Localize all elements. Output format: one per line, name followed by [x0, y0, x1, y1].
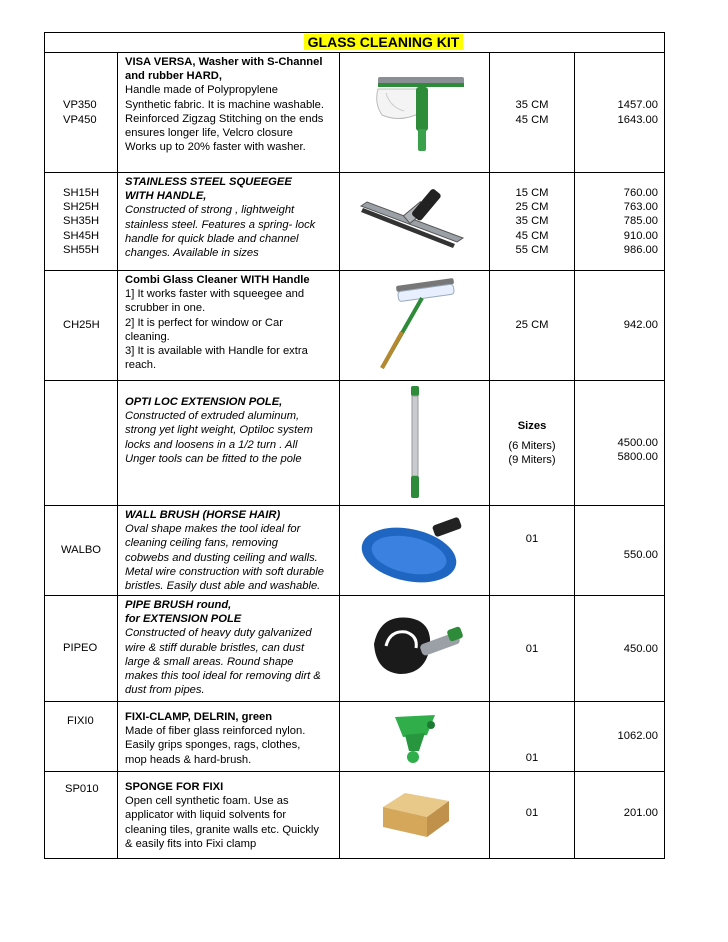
size-value: 15 CM — [515, 186, 549, 199]
product-code-cell — [45, 53, 118, 173]
product-heading: WITH HANDLE, — [125, 190, 207, 203]
size-value: (6 Miters) — [508, 439, 556, 452]
price-cell — [575, 772, 665, 859]
wall-brush-icon — [355, 511, 475, 591]
description-line: Easily grips sponges, rags, clothes, — [125, 739, 301, 752]
product-heading: Combi Glass Cleaner WITH Handle — [125, 274, 310, 286]
product-image-cell — [340, 53, 490, 173]
price-value: 760.00 — [623, 186, 658, 199]
description-line: cleaning ceiling fans, removing — [125, 537, 278, 550]
price-cell — [575, 173, 665, 271]
description-line: large & small areas. Round shape — [125, 655, 294, 668]
description-line: Works up to 20% faster with washer. — [125, 141, 306, 154]
product-heading: SPONGE FOR FIXI — [125, 781, 224, 793]
squeegee-washer-icon — [360, 63, 470, 163]
size-cell — [490, 381, 575, 506]
size-cell — [490, 271, 575, 381]
product-heading: WALL BRUSH (HORSE HAIR) — [125, 509, 281, 521]
description-line: mop heads & hard-brush. — [125, 753, 252, 766]
description-cell — [118, 702, 340, 772]
table-row — [45, 53, 665, 173]
product-code-cell — [45, 173, 118, 271]
description-line: cobwebs and dusting ceiling and walls. — [125, 551, 318, 564]
description-line: 3] It is available with Handle for extra — [125, 345, 308, 358]
product-heading: and rubber HARD, — [125, 70, 222, 83]
page-title: GLASS CLEANING KIT — [304, 34, 464, 50]
product-code: VP450 — [63, 113, 97, 126]
price-value: 910.00 — [623, 229, 658, 242]
description-cell — [118, 381, 340, 506]
description-line: Constructed of extruded aluminum, — [125, 410, 300, 423]
description-line: Handle made of Polypropylene — [125, 84, 278, 97]
description-line: cleaning. — [125, 330, 170, 343]
description-line: changes. Available in sizes — [125, 247, 259, 260]
price-value: 550.00 — [623, 549, 658, 561]
product-heading: VISA VERSA, Washer with S-Channel — [125, 56, 323, 68]
product-code: SH55H — [63, 243, 100, 256]
price-cell — [575, 53, 665, 173]
description-line: & easily fits into Fixi clamp — [125, 837, 257, 850]
product-image-cell — [340, 173, 490, 271]
table-row — [45, 271, 665, 381]
description-line: 1] It works faster with squeegee and — [125, 288, 305, 301]
price-value: 5800.00 — [617, 451, 658, 463]
combi-cleaner-icon — [360, 276, 470, 376]
description-line: makes this tool ideal for removing dirt & — [125, 670, 321, 683]
product-image-cell — [340, 271, 490, 381]
product-code-cell — [45, 506, 118, 596]
product-code: SH15H — [63, 186, 100, 199]
description-cell — [118, 596, 340, 702]
product-code-cell — [45, 271, 118, 381]
table-row — [45, 381, 665, 506]
product-code: VP350 — [63, 99, 97, 112]
table-row — [45, 173, 665, 271]
sizes-label: Sizes — [517, 419, 547, 432]
size-cell — [490, 702, 575, 772]
size-value: 35 CM — [515, 215, 549, 228]
product-heading: PIPE BRUSH round, — [125, 599, 232, 611]
size-cell — [490, 596, 575, 702]
description-cell — [118, 506, 340, 596]
size-value: 25 CM — [515, 319, 549, 332]
product-image-cell — [340, 596, 490, 702]
sponge-icon — [375, 787, 455, 843]
size-value: 01 — [525, 533, 539, 545]
description-line: Made of fiber glass reinforced nylon. — [125, 725, 306, 738]
price-value: 1457.00 — [617, 99, 658, 112]
price-value: 450.00 — [623, 643, 658, 655]
product-code-cell — [45, 772, 118, 859]
price-value: 201.00 — [623, 807, 658, 819]
product-image-cell — [340, 381, 490, 506]
product-code: SP010 — [65, 783, 99, 795]
description-line: ensures longer life, Velcro closure — [125, 127, 293, 140]
product-image-cell — [340, 506, 490, 596]
product-code: SH45H — [63, 229, 100, 242]
product-heading: OPTI LOC EXTENSION POLE, — [125, 396, 283, 408]
description-line: scrubber in one. — [125, 302, 206, 315]
description-line: Metal wire construction with soft durable — [125, 565, 324, 578]
description-line: cleaning tiles, granite walls etc. Quickly — [125, 823, 320, 836]
product-code: SH25H — [63, 201, 100, 214]
product-heading: STAINLESS STEEL SQUEEGEE — [125, 176, 292, 188]
product-code: PIPEO — [63, 642, 98, 655]
description-line: 2] It is perfect for window or Car — [125, 316, 283, 329]
description-cell — [118, 772, 340, 859]
product-code-cell — [45, 381, 118, 506]
product-image-cell — [340, 772, 490, 859]
price-value: 785.00 — [623, 215, 658, 228]
product-heading: FIXI-CLAMP, DELRIN, green — [125, 711, 273, 723]
description-line: stainless steel. Features a spring- lock — [125, 218, 316, 231]
size-value: 45 CM — [515, 113, 549, 126]
size-cell — [490, 173, 575, 271]
description-cell — [118, 173, 340, 271]
size-value: 01 — [525, 751, 539, 764]
description-line: wire & stiff durable bristles, can dust — [125, 641, 305, 654]
description-line: Unger tools can be fitted to the pole — [125, 452, 302, 465]
product-table — [44, 32, 665, 859]
price-cell — [575, 702, 665, 772]
description-line: bristles. Easily dust able and washable. — [125, 580, 321, 593]
size-value: 55 CM — [515, 243, 549, 256]
table-row — [45, 702, 665, 772]
extension-pole-icon — [405, 384, 425, 502]
description-cell — [118, 53, 340, 173]
product-code: CH25H — [63, 319, 100, 332]
table-row — [45, 772, 665, 859]
product-image-cell — [340, 702, 490, 772]
description-line: Open cell synthetic foam. Use as — [125, 795, 289, 808]
product-heading: for EXTENSION POLE — [125, 613, 242, 626]
product-code: FIXI0 — [67, 715, 94, 727]
size-value: 35 CM — [515, 99, 549, 112]
description-line: reach. — [125, 359, 157, 372]
price-cell — [575, 381, 665, 506]
price-value: 1062.00 — [617, 730, 658, 743]
description-line: Oval shape makes the tool ideal for — [125, 523, 301, 536]
price-sheet — [44, 32, 664, 859]
description-line: Constructed of strong , lightweight — [125, 204, 295, 217]
table-row — [45, 506, 665, 596]
price-value: 1643.00 — [617, 113, 658, 126]
price-cell — [575, 271, 665, 381]
size-cell — [490, 53, 575, 173]
description-line: applicator with liquid solvents for — [125, 809, 287, 822]
product-code: SH35H — [63, 215, 100, 228]
size-cell — [490, 772, 575, 859]
description-line: handle for quick blade and channel — [125, 232, 299, 245]
description-line: dust from pipes. — [125, 684, 205, 697]
description-line: strong yet light weight, Optiloc system — [125, 424, 313, 437]
price-value: 986.00 — [623, 243, 658, 256]
size-value: 01 — [525, 807, 539, 819]
table-row — [45, 596, 665, 702]
pipe-brush-icon — [360, 604, 470, 694]
product-code: WALBO — [61, 544, 101, 557]
size-value: 45 CM — [515, 229, 549, 242]
price-cell — [575, 596, 665, 702]
description-cell — [118, 271, 340, 381]
product-code-cell — [45, 702, 118, 772]
table-title-cell — [45, 33, 665, 53]
steel-squeegee-icon — [355, 182, 475, 262]
size-value: 01 — [525, 643, 539, 655]
description-line: Synthetic fabric. It is machine washable. — [125, 98, 324, 111]
fixi-clamp-icon — [375, 707, 455, 767]
description-line: locks and loosens in a 1/2 turn . All — [125, 438, 298, 451]
size-value: (9 Miters) — [508, 454, 556, 467]
price-value: 4500.00 — [617, 436, 658, 449]
price-value: 942.00 — [623, 319, 658, 332]
price-cell — [575, 506, 665, 596]
product-code-cell — [45, 596, 118, 702]
description-line: Constructed of heavy duty galvanized — [125, 627, 312, 640]
size-value: 25 CM — [515, 201, 549, 214]
price-value: 763.00 — [623, 201, 658, 214]
description-line: Reinforced Zigzag Stitching on the ends — [125, 112, 324, 125]
size-cell — [490, 506, 575, 596]
